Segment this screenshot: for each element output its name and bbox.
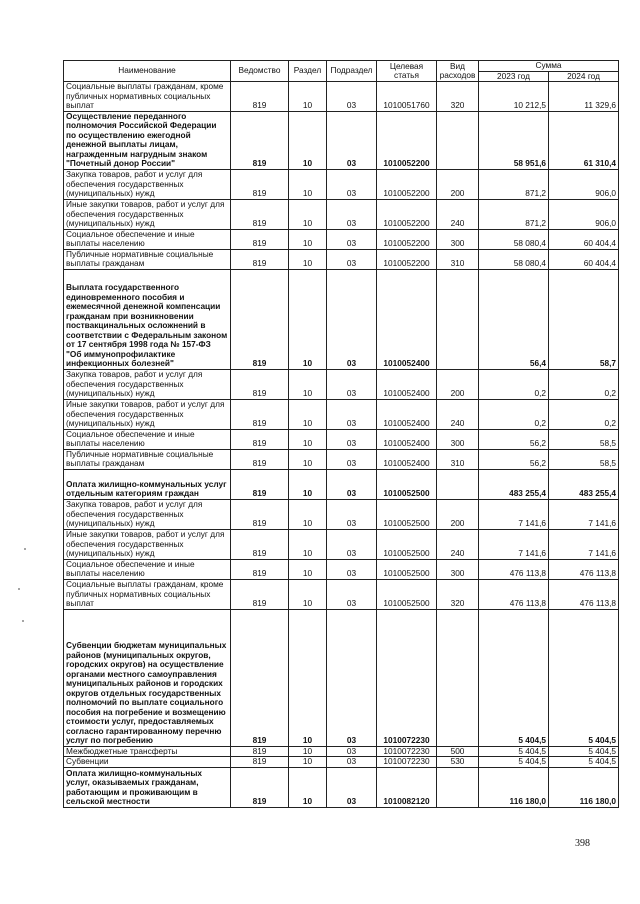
row-article: 1010052400 (377, 369, 437, 399)
row-name: Межбюджетные трансферты (64, 746, 231, 757)
row-section: 10 (289, 746, 327, 757)
table-row (64, 399, 619, 429)
row-subsection: 03 (327, 579, 377, 609)
row-article: 1010072230 (377, 757, 437, 768)
row-sum-2024: 58,7 (549, 269, 619, 369)
table-row (64, 369, 619, 399)
scan-speck (24, 548, 26, 550)
row-subsection: 03 (327, 169, 377, 199)
row-dept: 819 (231, 499, 289, 529)
row-dept: 819 (231, 767, 289, 807)
row-dept: 819 (231, 249, 289, 269)
table-row (64, 111, 619, 169)
row-name: Публичные нормативные социальные выплаты гражданам (64, 449, 231, 469)
header-name: Наименование (64, 61, 231, 82)
row-exp-type: 310 (437, 449, 479, 469)
header-subsection: Подраздел (327, 61, 377, 82)
row-exp-type: 200 (437, 499, 479, 529)
row-section: 10 (289, 199, 327, 229)
row-name: Оплата жилищно-коммунальных услуг, оказываемых гражданам, работающим и проживающим в сельской местности (64, 767, 231, 807)
row-sum-2023: 10 212,5 (479, 82, 549, 112)
row-sum-2024: 906,0 (549, 169, 619, 199)
table-row (64, 767, 619, 807)
table-row (64, 269, 619, 369)
header-sum: Сумма (479, 61, 619, 72)
row-section: 10 (289, 767, 327, 807)
table-row (64, 449, 619, 469)
row-sum-2023: 116 180,0 (479, 767, 549, 807)
row-article: 1010052500 (377, 529, 437, 559)
row-sum-2024: 58,5 (549, 449, 619, 469)
row-subsection: 03 (327, 767, 377, 807)
row-name: Иные закупки товаров, работ и услуг для обеспечения государственных (муниципальных) нужд (64, 199, 231, 229)
row-article: 1010082120 (377, 767, 437, 807)
row-exp-type (437, 609, 479, 746)
row-sum-2024: 61 310,4 (549, 111, 619, 169)
row-name: Закупка товаров, работ и услуг для обеспечения государственных (муниципальных) нужд (64, 499, 231, 529)
table-row (64, 229, 619, 249)
row-sum-2024: 60 404,4 (549, 249, 619, 269)
row-section: 10 (289, 269, 327, 369)
budget-table (63, 60, 619, 808)
row-name: Выплата государственного единовременного пособия и ежемесячной денежной компенсации гражданам при возникновении поствакцинальных осложнений в соответствии с Федеральным законом от 17 сентября 1998 года № 157-ФЗ "Об иммунопрофилактике инфекционных болезней" (64, 269, 231, 369)
table-body (64, 82, 619, 808)
row-exp-type: 320 (437, 82, 479, 112)
row-name: Иные закупки товаров, работ и услуг для обеспечения государственных (муниципальных) нужд (64, 529, 231, 559)
row-sum-2023: 476 113,8 (479, 579, 549, 609)
row-subsection: 03 (327, 559, 377, 579)
row-dept: 819 (231, 429, 289, 449)
row-sum-2024: 7 141,6 (549, 529, 619, 559)
row-sum-2024: 11 329,6 (549, 82, 619, 112)
row-subsection: 03 (327, 199, 377, 229)
row-sum-2023: 871,2 (479, 169, 549, 199)
row-dept: 819 (231, 746, 289, 757)
row-section: 10 (289, 449, 327, 469)
row-dept: 819 (231, 111, 289, 169)
row-sum-2023: 58 080,4 (479, 249, 549, 269)
row-section: 10 (289, 169, 327, 199)
row-dept: 819 (231, 169, 289, 199)
table-row (64, 82, 619, 112)
row-subsection: 03 (327, 229, 377, 249)
row-sum-2024: 476 113,8 (549, 579, 619, 609)
row-subsection: 03 (327, 82, 377, 112)
row-subsection: 03 (327, 529, 377, 559)
row-sum-2024: 5 404,5 (549, 746, 619, 757)
scan-speck (22, 620, 24, 622)
row-sum-2023: 7 141,6 (479, 529, 549, 559)
scan-speck (18, 588, 20, 590)
row-name: Социальное обеспечение и иные выплаты населению (64, 429, 231, 449)
row-article: 1010052500 (377, 559, 437, 579)
row-section: 10 (289, 111, 327, 169)
header-dept: Ведомство (231, 61, 289, 82)
row-section: 10 (289, 469, 327, 499)
row-dept: 819 (231, 757, 289, 768)
row-sum-2024: 0,2 (549, 399, 619, 429)
row-sum-2023: 56,4 (479, 269, 549, 369)
row-sum-2024: 60 404,4 (549, 229, 619, 249)
row-exp-type: 200 (437, 369, 479, 399)
table-row (64, 169, 619, 199)
row-subsection: 03 (327, 429, 377, 449)
row-article: 1010052200 (377, 229, 437, 249)
row-dept: 819 (231, 369, 289, 399)
table-row (64, 249, 619, 269)
row-name: Закупка товаров, работ и услуг для обеспечения государственных (муниципальных) нужд (64, 169, 231, 199)
table-row (64, 199, 619, 229)
row-article: 1010072230 (377, 609, 437, 746)
row-section: 10 (289, 82, 327, 112)
table-row (64, 499, 619, 529)
table-row (64, 757, 619, 768)
row-section: 10 (289, 757, 327, 768)
row-subsection: 03 (327, 111, 377, 169)
row-article: 1010072230 (377, 746, 437, 757)
row-dept: 819 (231, 579, 289, 609)
row-sum-2023: 871,2 (479, 199, 549, 229)
row-sum-2023: 5 404,5 (479, 609, 549, 746)
row-sum-2024: 7 141,6 (549, 499, 619, 529)
row-article: 1010052400 (377, 429, 437, 449)
header-article: Целевая статья (377, 61, 437, 82)
row-subsection: 03 (327, 499, 377, 529)
row-subsection: 03 (327, 469, 377, 499)
row-dept: 819 (231, 82, 289, 112)
row-article: 1010052500 (377, 499, 437, 529)
row-subsection: 03 (327, 369, 377, 399)
row-section: 10 (289, 369, 327, 399)
row-article: 1010052400 (377, 449, 437, 469)
row-exp-type (437, 269, 479, 369)
row-exp-type: 200 (437, 169, 479, 199)
table-row (64, 609, 619, 746)
row-article: 1010051760 (377, 82, 437, 112)
row-exp-type (437, 469, 479, 499)
row-name: Публичные нормативные социальные выплаты гражданам (64, 249, 231, 269)
row-sum-2023: 56,2 (479, 429, 549, 449)
row-sum-2024: 5 404,5 (549, 609, 619, 746)
row-dept: 819 (231, 449, 289, 469)
row-name: Социальные выплаты гражданам, кроме публичных нормативных социальных выплат (64, 579, 231, 609)
row-article: 1010052200 (377, 111, 437, 169)
row-sum-2023: 5 404,5 (479, 757, 549, 768)
table-row (64, 469, 619, 499)
row-sum-2023: 58 951,6 (479, 111, 549, 169)
row-sum-2024: 906,0 (549, 199, 619, 229)
row-subsection: 03 (327, 757, 377, 768)
row-name: Социальные выплаты гражданам, кроме публичных нормативных социальных выплат (64, 82, 231, 112)
row-dept: 819 (231, 199, 289, 229)
row-sum-2023: 483 255,4 (479, 469, 549, 499)
row-subsection: 03 (327, 249, 377, 269)
header-year-2023: 2023 год (479, 71, 549, 82)
row-name: Закупка товаров, работ и услуг для обеспечения государственных (муниципальных) нужд (64, 369, 231, 399)
row-name: Социальное обеспечение и иные выплаты населению (64, 559, 231, 579)
row-article: 1010052200 (377, 199, 437, 229)
row-dept: 819 (231, 529, 289, 559)
row-section: 10 (289, 229, 327, 249)
row-sum-2023: 476 113,8 (479, 559, 549, 579)
row-exp-type: 310 (437, 249, 479, 269)
header-exp-type: Вид расходов (437, 61, 479, 82)
row-sum-2023: 56,2 (479, 449, 549, 469)
row-sum-2023: 58 080,4 (479, 229, 549, 249)
row-article: 1010052200 (377, 169, 437, 199)
row-sum-2024: 476 113,8 (549, 559, 619, 579)
table-row (64, 529, 619, 559)
row-section: 10 (289, 609, 327, 746)
header-year-2024: 2024 год (549, 71, 619, 82)
row-sum-2023: 0,2 (479, 399, 549, 429)
row-article: 1010052400 (377, 269, 437, 369)
row-dept: 819 (231, 469, 289, 499)
table-row (64, 559, 619, 579)
row-subsection: 03 (327, 449, 377, 469)
row-section: 10 (289, 559, 327, 579)
row-section: 10 (289, 399, 327, 429)
row-exp-type: 300 (437, 559, 479, 579)
row-subsection: 03 (327, 269, 377, 369)
row-section: 10 (289, 579, 327, 609)
row-name: Осуществление переданного полномочия Российской Федерации по осуществлению ежегодной денежной выплаты лицам, награжденным нагрудным знаком "Почетный донор России" (64, 111, 231, 169)
row-exp-type: 320 (437, 579, 479, 609)
header-section: Раздел (289, 61, 327, 82)
row-sum-2024: 58,5 (549, 429, 619, 449)
row-article: 1010052400 (377, 399, 437, 429)
row-name: Субвенции (64, 757, 231, 768)
row-name: Субвенции бюджетам муниципальных районов (муниципальных округов, городских округов) на осуществление органами местного самоуправления муниципальных районов и городских округов отдельных государственных полномочий по выплате социального пособия на погребение и возмещению стоимости услуг, предоставляемых согласно гарантированному перечню услуг по погребению (64, 609, 231, 746)
row-sum-2023: 5 404,5 (479, 746, 549, 757)
row-exp-type: 240 (437, 529, 479, 559)
row-sum-2023: 0,2 (479, 369, 549, 399)
table-row (64, 429, 619, 449)
row-sum-2024: 116 180,0 (549, 767, 619, 807)
row-name: Оплата жилищно-коммунальных услуг отдельным категориям граждан (64, 469, 231, 499)
table-row (64, 579, 619, 609)
row-section: 10 (289, 499, 327, 529)
row-sum-2024: 0,2 (549, 369, 619, 399)
row-article: 1010052500 (377, 579, 437, 609)
row-exp-type: 500 (437, 746, 479, 757)
row-exp-type (437, 111, 479, 169)
row-article: 1010052200 (377, 249, 437, 269)
row-subsection: 03 (327, 609, 377, 746)
row-exp-type: 240 (437, 199, 479, 229)
row-subsection: 03 (327, 399, 377, 429)
row-section: 10 (289, 429, 327, 449)
row-section: 10 (289, 529, 327, 559)
row-dept: 819 (231, 229, 289, 249)
row-dept: 819 (231, 559, 289, 579)
row-dept: 819 (231, 609, 289, 746)
page-number: 398 (575, 838, 590, 849)
row-sum-2023: 7 141,6 (479, 499, 549, 529)
row-exp-type: 300 (437, 429, 479, 449)
row-exp-type: 300 (437, 229, 479, 249)
row-sum-2024: 483 255,4 (549, 469, 619, 499)
row-sum-2024: 5 404,5 (549, 757, 619, 768)
row-exp-type: 240 (437, 399, 479, 429)
row-exp-type (437, 767, 479, 807)
row-name: Иные закупки товаров, работ и услуг для обеспечения государственных (муниципальных) нужд (64, 399, 231, 429)
row-exp-type: 530 (437, 757, 479, 768)
row-dept: 819 (231, 269, 289, 369)
row-subsection: 03 (327, 746, 377, 757)
row-name: Социальное обеспечение и иные выплаты населению (64, 229, 231, 249)
row-section: 10 (289, 249, 327, 269)
table-row (64, 746, 619, 757)
row-article: 1010052500 (377, 469, 437, 499)
row-dept: 819 (231, 399, 289, 429)
